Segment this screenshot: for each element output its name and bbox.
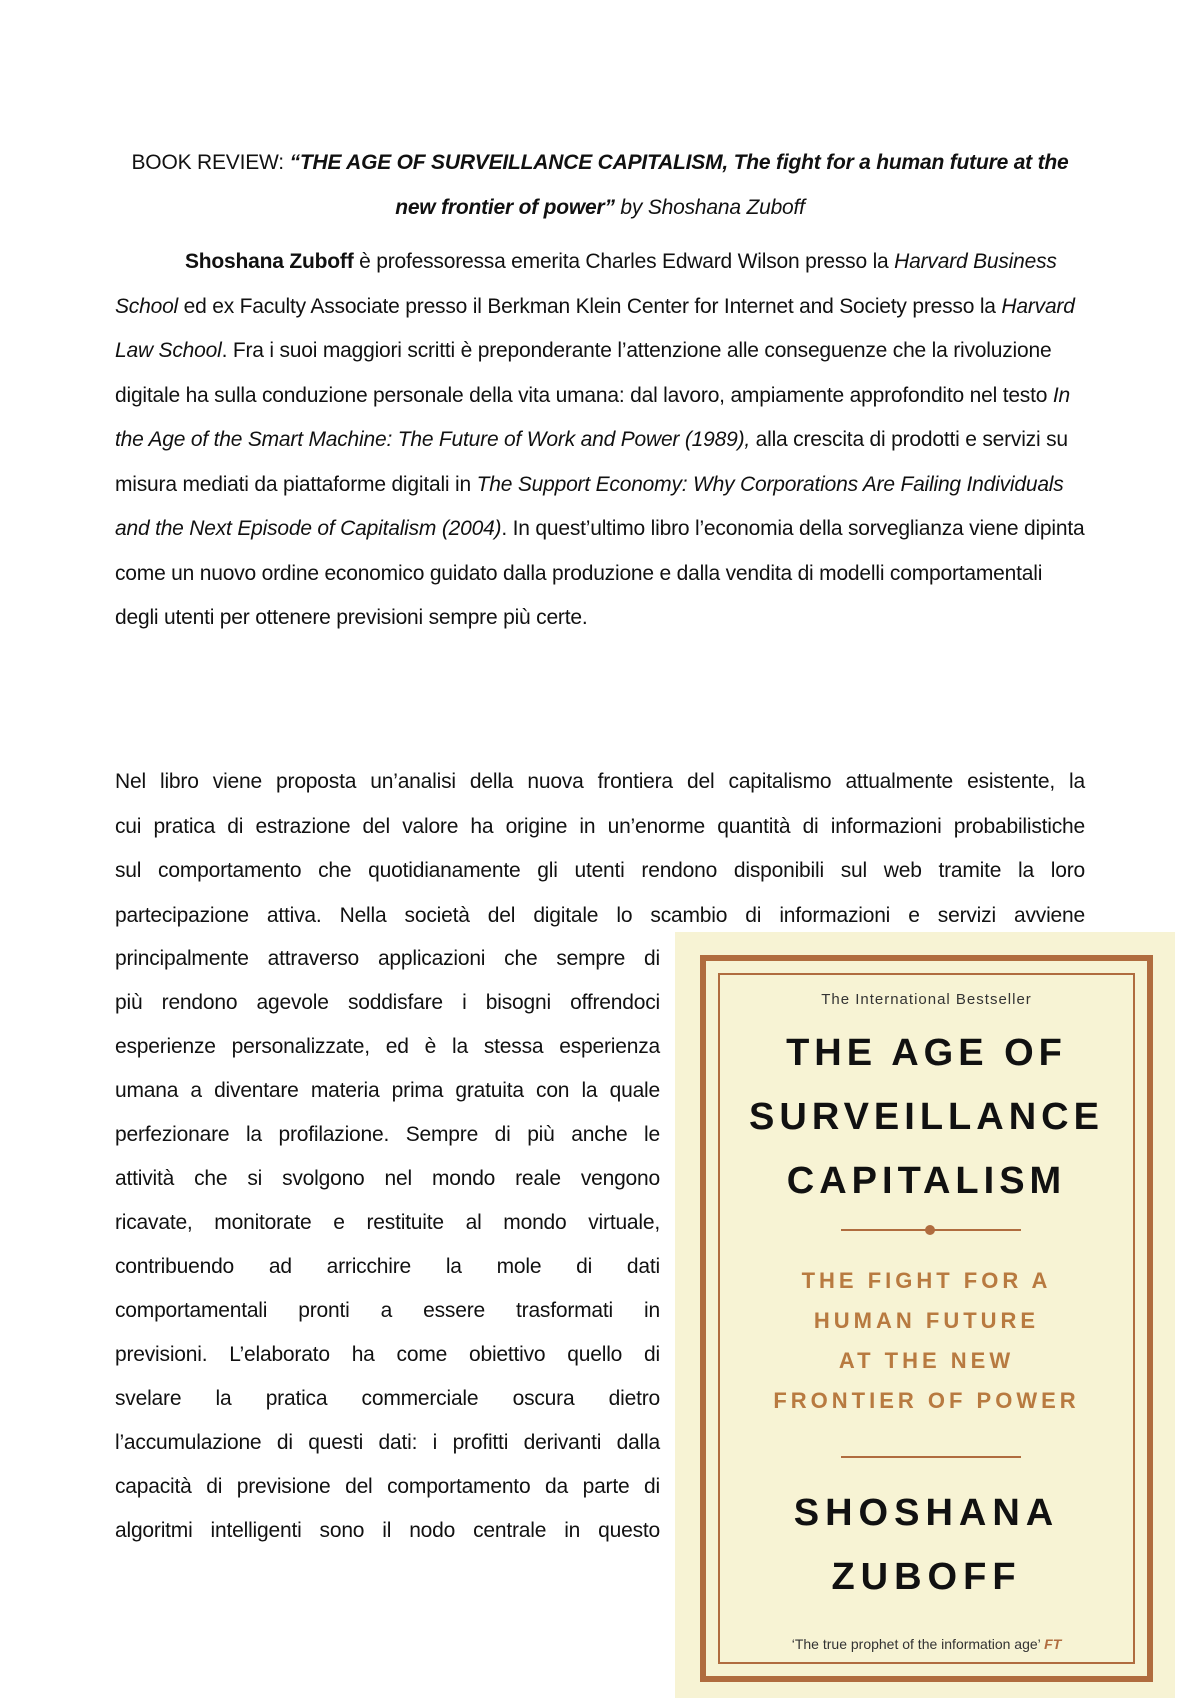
para2-col-line: ricavate, monitorate e restituite al mondo virtuale, — [115, 1211, 660, 1234]
para2-col-line: attività che si svolgono nel mondo reale vengono — [115, 1167, 660, 1190]
para1-text-2: ed ex Faculty Associate presso il Berkman Klein Center for Internet and Society presso la — [178, 294, 1002, 318]
para1-italic-1: Harvard Business School — [115, 250, 1057, 318]
book-cover-frame — [700, 955, 1153, 1682]
intro-paragraph — [115, 240, 1090, 641]
cover-title-line: SURVEILLANCE — [749, 1096, 1104, 1138]
para1-text-4: alla crescita di prodotti e servizi su misura mediati da piattaforme digitali in — [115, 428, 1068, 496]
para2-col-line: capacità di previsione del comportamento da parte di — [115, 1475, 660, 1498]
title-byline: by Shoshana Zuboff — [614, 196, 805, 219]
cover-title — [706, 1021, 1147, 1213]
para2-col-line: perfezionare la profilazione. Sempre di più anche le — [115, 1123, 660, 1146]
para1-italic-2: Harvard Law School — [115, 294, 1075, 362]
para2-col-line: l’accumulazione di questi dati: i profitti derivanti dalla — [115, 1431, 660, 1454]
cover-bestseller-label: The International Bestseller — [821, 991, 1032, 1008]
analysis-paragraph-top — [115, 760, 1085, 938]
para1-italic-3: In the Age of the Smart Machine: The Future of Work and Power (1989), — [115, 383, 1070, 451]
cover-quote-text: ‘The true prophet of the information age’ — [791, 1636, 1045, 1652]
analysis-paragraph-column — [115, 937, 660, 1553]
para1-text-5: . In quest’ultimo libro l’economia della sorveglianza viene dipinta come un nuovo ordine economico guidato dalla produzione e dalla vendita di modelli comportamentali degli utenti per ottenere previsioni sempre più certe. — [115, 517, 1085, 629]
para2-line: partecipazione attiva. Nella società del digitale lo scambio di informazioni e servizi avviene — [115, 903, 1085, 927]
cover-author-line: ZUBOFF — [831, 1556, 1022, 1598]
para2-line: cui pratica di estrazione del valore ha origine in un’enorme quantità di informazioni probabilistiche — [115, 814, 1085, 838]
author-name: Shoshana Zuboff — [185, 250, 354, 273]
cover-quote-source: FT — [1044, 1636, 1062, 1652]
cover-subtitle-line: HUMAN FUTURE — [813, 1308, 1040, 1333]
cover-subtitle-line: THE FIGHT FOR A — [801, 1268, 1052, 1293]
para1-italic-4: The Support Economy: Why Corporations Are Failing Individuals and the Next Episode of Capitalism (2004) — [115, 472, 1064, 540]
cover-title-line: THE AGE OF — [786, 1032, 1067, 1074]
cover-author — [706, 1481, 1147, 1609]
book-title: “THE AGE OF SURVEILLANCE CAPITALISM, The fight for a human future at the new frontier of power” — [289, 151, 1069, 219]
para2-col-line: principalmente attraverso applicazioni che sempre di — [115, 947, 660, 970]
divider-dot-icon — [925, 1225, 935, 1235]
para2-col-line: contribuendo ad arricchire la mole di dati — [115, 1255, 660, 1278]
para2-col-line: più rendono agevole soddisfare i bisogni offrendoci — [115, 991, 660, 1014]
para2-col-line: esperienze personalizzate, ed è la stessa esperienza — [115, 1035, 660, 1058]
para2-col-line: umana a diventare materia prima gratuita con la quale — [115, 1079, 660, 1102]
cover-author-line: SHOSHANA — [793, 1492, 1060, 1534]
para1-text-1: è professoressa emerita Charles Edward Wilson presso la — [353, 250, 895, 273]
cover-subtitle-line: FRONTIER OF POWER — [773, 1388, 1080, 1413]
para2-col-line: algoritmi intelligenti sono il nodo centrale in questo — [115, 1519, 660, 1542]
cover-subtitle — [706, 1261, 1147, 1421]
cover-quote — [706, 1636, 1147, 1652]
para1-text-3: . Fra i suoi maggiori scritti è preponderante l’attenzione alle conseguenze che la rivoluzione digitale ha sulla conduzione personale della vita umana: dal lavoro, ampiamente approfondito nel testo — [115, 339, 1053, 407]
cover-title-line: CAPITALISM — [786, 1160, 1067, 1202]
para2-line: Nel libro viene proposta un’analisi della nuova frontiera del capitalismo attualmente esistente, la — [115, 770, 1085, 793]
para2-col-line: previsioni. L’elaborato ha come obiettivo quello di — [115, 1343, 660, 1366]
cover-subtitle-line: AT THE NEW — [838, 1348, 1015, 1373]
title-prefix: BOOK REVIEW: — [131, 151, 290, 174]
review-title — [110, 140, 1090, 230]
cover-divider-bottom — [841, 1456, 1021, 1458]
para2-col-line: comportamentali pronti a essere trasformati in — [115, 1299, 660, 1322]
para2-line: sul comportamento che quotidianamente gli utenti rendono disponibili sul web tramite la loro — [115, 859, 1085, 882]
cover-divider-top — [841, 1229, 1021, 1231]
para2-col-line: svelare la pratica commerciale oscura dietro — [115, 1387, 660, 1410]
